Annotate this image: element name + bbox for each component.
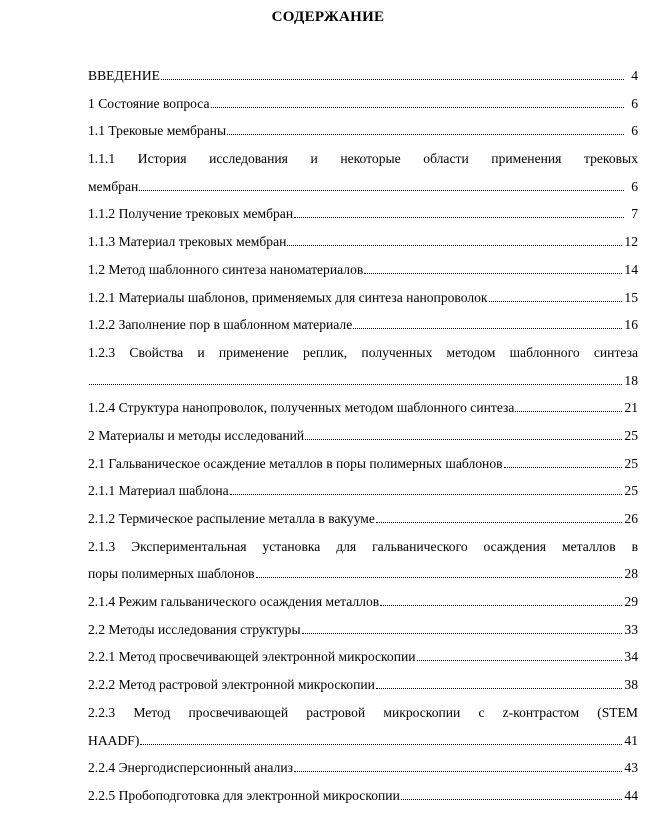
dot-leader <box>140 744 622 745</box>
toc-entry[interactable] <box>88 733 638 761</box>
dot-leader <box>380 605 622 606</box>
toc-entry[interactable] <box>88 234 638 262</box>
toc-entry-text: 2 Материалы и методы исследований <box>88 427 305 443</box>
toc-entry-text: мембран <box>88 178 139 194</box>
dot-leader <box>287 245 622 246</box>
dot-leader <box>305 439 622 440</box>
toc-page-number: 4 <box>631 68 638 83</box>
toc-entry-text: 2.2.2 Метод растровой электронной микроскопии <box>88 677 375 693</box>
dot-leader <box>139 190 624 191</box>
dot-leader <box>161 79 624 80</box>
toc-entry[interactable] <box>88 68 638 96</box>
toc-page-number: 28 <box>624 566 638 582</box>
toc-page-number: 29 <box>624 594 638 610</box>
toc-entry-text-line1: 1.2.3 Свойства и применение реплик, полученных методом шаблонного синтеза <box>88 344 638 360</box>
toc-entry-text: 1.2.4 Структура нанопроволок, полученных методом шаблонного синтеза <box>88 400 515 416</box>
dot-leader <box>376 688 623 689</box>
toc-entry-text: 1.2 Метод шаблонного синтеза наноматериалов <box>88 261 364 277</box>
toc-entry-text-line1: 2.2.3 Метод просвечивающей растровой микроскопии с z-контрастом (STEM <box>88 704 638 720</box>
toc-entry[interactable] <box>88 594 638 622</box>
dot-leader <box>364 273 622 274</box>
toc-entry-line1 <box>88 539 638 567</box>
toc-entry-text: 2.2.1 Метод просвечивающей электронной микроскопии <box>88 649 416 665</box>
dot-leader <box>302 633 623 634</box>
dot-leader <box>417 660 623 661</box>
toc-page-number: 6 <box>631 95 638 111</box>
toc-entry-line1 <box>88 705 638 733</box>
toc-entry[interactable] <box>88 262 638 290</box>
toc-entry-line1 <box>88 345 638 373</box>
toc-page-number: 25 <box>624 427 638 443</box>
toc-entry[interactable] <box>88 566 638 594</box>
toc-page-number: 16 <box>624 317 638 333</box>
toc-page-number: 44 <box>624 787 638 803</box>
toc-entry-text: ВВЕДЕНИЕ <box>88 68 160 83</box>
dot-leader <box>353 328 622 329</box>
toc-entry[interactable] <box>88 206 638 234</box>
dot-leader <box>489 301 623 302</box>
toc-entry-text-line1: 2.1.3 Экспериментальная установка для гальванического осаждения металлов в <box>88 538 638 554</box>
toc-entry[interactable] <box>88 511 638 539</box>
toc-entry-text: 2.1.1 Материал шаблона <box>88 483 229 499</box>
toc-entry[interactable] <box>88 677 638 705</box>
toc-entry-text: 2.2 Методы исследования структуры <box>88 621 301 637</box>
toc-entry-text: 2.1 Гальваническое осаждение металлов в поры полимерных шаблонов <box>88 455 503 471</box>
toc-page-number: 33 <box>624 621 638 637</box>
dot-leader <box>256 577 623 578</box>
toc-entry-line1 <box>88 151 638 179</box>
toc-page-number: 14 <box>624 261 638 277</box>
toc-page-number: 15 <box>624 289 638 305</box>
toc-page-number: 41 <box>624 732 638 748</box>
dot-leader <box>227 134 624 135</box>
toc-page-number: 12 <box>624 234 638 250</box>
toc-entry-text: 2.1.2 Термическое распыление металла в вакууме <box>88 511 375 526</box>
toc-entry-text: 1.1.3 Материал трековых мембран <box>88 234 287 250</box>
toc-page-number: 34 <box>624 649 638 665</box>
toc-entry-text: 1.1 Трековые мембраны <box>88 123 227 139</box>
dot-leader <box>294 771 622 772</box>
toc-page-number: 18 <box>624 372 638 388</box>
dot-leader <box>211 107 624 108</box>
dot-leader <box>376 522 622 523</box>
dot-leader <box>401 799 623 800</box>
toc-entry-text: 2.2.5 Пробоподготовка для электронной микроскопии <box>88 787 400 803</box>
toc-entry[interactable] <box>88 788 638 816</box>
toc-entry-text: поры полимерных шаблонов <box>88 566 255 582</box>
toc-entry[interactable] <box>88 123 638 151</box>
toc-entry[interactable] <box>88 456 638 484</box>
dot-leader <box>294 217 624 218</box>
toc-entry[interactable] <box>88 179 638 207</box>
toc-entry-text: 2.2.4 Энергодисперсионный анализ <box>88 760 293 776</box>
toc-entry-text: 1.2.1 Материалы шаблонов, применяемых для синтеза нанопроволок <box>88 289 488 305</box>
toc-entry-text: 1.1.2 Получение трековых мембран <box>88 206 294 222</box>
toc-page-number: 26 <box>624 511 638 526</box>
toc-entry[interactable] <box>88 317 638 345</box>
toc-entry-text: 1.2.2 Заполнение пор в шаблонном материале <box>88 317 353 333</box>
toc-entry[interactable] <box>88 428 638 456</box>
toc-entry[interactable] <box>88 649 638 677</box>
toc-entry[interactable] <box>88 760 638 788</box>
toc-page-number: 38 <box>624 677 638 693</box>
dot-leader <box>504 467 623 468</box>
toc-entry-text: HAADF) <box>88 732 140 748</box>
dot-leader <box>515 411 622 412</box>
table-of-contents <box>88 68 638 816</box>
dot-leader <box>230 494 623 495</box>
toc-page-number: 43 <box>624 760 638 776</box>
toc-entry[interactable] <box>88 373 638 401</box>
toc-entry[interactable] <box>88 290 638 318</box>
toc-entry-text: 2.1.4 Режим гальванического осаждения металлов <box>88 594 380 610</box>
toc-entry-text: 1 Состояние вопроса <box>88 95 210 111</box>
toc-page-number: 7 <box>631 206 638 222</box>
page-title: СОДЕРЖАНИЕ <box>271 9 385 25</box>
dot-leader <box>89 384 622 385</box>
toc-page-number: 21 <box>624 400 638 416</box>
toc-entry[interactable] <box>88 483 638 511</box>
toc-entry[interactable] <box>88 400 638 428</box>
toc-entry[interactable] <box>88 622 638 650</box>
toc-page-number: 6 <box>631 123 638 139</box>
toc-page-number: 25 <box>624 455 638 471</box>
toc-page-number: 6 <box>631 178 638 194</box>
toc-entry-text-line1: 1.1.1 История исследования и некоторые области применения трековых <box>88 151 638 167</box>
toc-entry[interactable] <box>88 96 638 124</box>
toc-page-number: 25 <box>624 483 638 499</box>
